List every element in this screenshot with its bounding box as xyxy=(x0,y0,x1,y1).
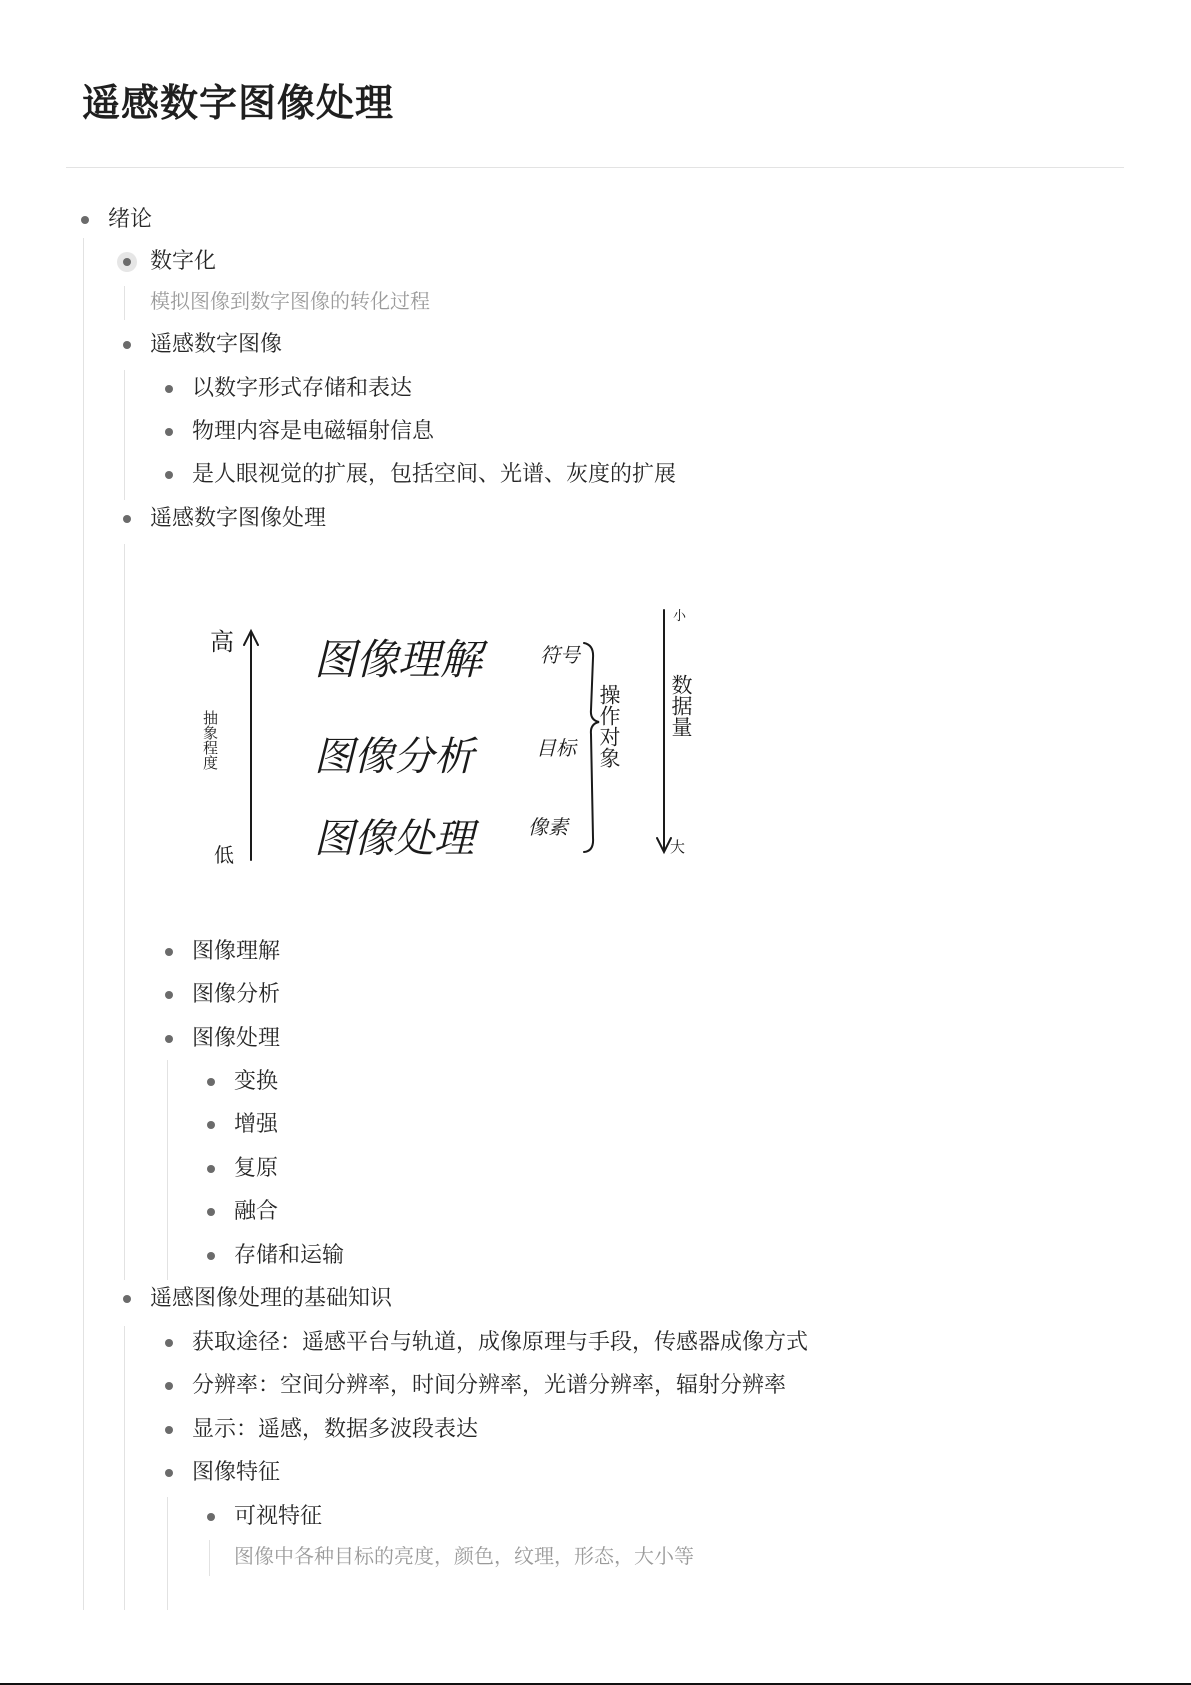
outline-item-enhance[interactable] xyxy=(234,1108,278,1142)
bullet-icon[interactable] xyxy=(207,1165,215,1173)
item-label: 存储和运输 xyxy=(234,1243,345,1268)
volume-small-label: 小 xyxy=(673,609,687,624)
object-symbol: 符号 xyxy=(540,643,580,667)
item-label: 获取途径：遥感平台与轨道，成像原理与手段，传感器成像方式 xyxy=(192,1330,809,1355)
level-analysis: 图像分析 xyxy=(314,734,474,780)
item-label: 图像处理 xyxy=(192,1026,281,1051)
bullet-icon[interactable] xyxy=(165,385,173,393)
digitization-note[interactable]: 模拟图像到数字图像的转化过程 xyxy=(150,289,430,313)
bullet-icon[interactable] xyxy=(207,1078,215,1086)
bullet-icon[interactable] xyxy=(165,1469,173,1477)
outline-item-rs-image-processing[interactable] xyxy=(150,502,326,536)
outline-item-image-features[interactable] xyxy=(192,1456,280,1490)
item-label: 分辨率：空间分辨率，时间分辨率，光谱分辨率，辐射分辨率 xyxy=(192,1373,787,1398)
bullet-icon[interactable] xyxy=(207,1252,215,1260)
outline-item-restore[interactable] xyxy=(234,1152,278,1186)
item-label: 遥感数字图像处理 xyxy=(150,506,327,531)
guide-line-level-1 xyxy=(83,238,84,1610)
bullet-icon[interactable] xyxy=(165,1382,173,1390)
outline-item-digitization[interactable] xyxy=(150,245,216,279)
bullet-icon[interactable] xyxy=(165,428,173,436)
guide-line-rs-digital-image xyxy=(124,370,125,500)
abstraction-axis-arrow xyxy=(244,631,258,860)
axis-low-label: 低 xyxy=(214,843,234,867)
item-label: 图像分析 xyxy=(192,982,281,1007)
item-label: 绪论 xyxy=(108,207,153,232)
level-processing: 图像处理 xyxy=(314,816,474,862)
visual-feature-note[interactable]: 图像中各种目标的亮度，颜色，纹理，形态，大小等 xyxy=(234,1544,694,1568)
bullet-icon[interactable] xyxy=(81,216,89,224)
bullet-icon[interactable] xyxy=(123,341,131,349)
outline-item-image-analysis[interactable] xyxy=(192,978,280,1012)
outline-item-image-processing[interactable] xyxy=(192,1022,280,1056)
guide-line-visual-feature-note xyxy=(209,1540,210,1576)
object-target: 目标 xyxy=(536,736,576,760)
guide-line-image-processing xyxy=(167,1060,168,1280)
outline-item-storage-transport[interactable] xyxy=(234,1239,344,1273)
item-label: 复原 xyxy=(234,1156,279,1181)
outline-item-resolution[interactable] xyxy=(192,1369,786,1403)
bullet-icon[interactable] xyxy=(207,1121,215,1129)
bullet-icon[interactable] xyxy=(165,471,173,479)
volume-large-label: 大 xyxy=(670,838,686,856)
bullet-icon[interactable] xyxy=(165,948,173,956)
guide-line-image-features xyxy=(167,1497,168,1610)
title-divider xyxy=(66,167,1124,168)
object-pixel: 像素 xyxy=(528,815,568,839)
item-label: 以数字形式存储和表达 xyxy=(192,376,413,401)
item-label: 物理内容是电磁辐射信息 xyxy=(192,419,435,444)
axis-high-label: 高 xyxy=(210,628,234,656)
item-label: 显示：遥感，数据多波段表达 xyxy=(192,1417,479,1442)
outline-item-visual-feature[interactable] xyxy=(234,1500,322,1534)
item-label: 是人眼视觉的扩展，包括空间、光谱、灰度的扩展 xyxy=(192,462,677,487)
level-understanding: 图像理解 xyxy=(314,635,483,684)
outline-item-physical-content[interactable] xyxy=(192,415,434,449)
item-label: 可视特征 xyxy=(234,1504,323,1529)
bullet-icon[interactable] xyxy=(165,1426,173,1434)
item-label: 遥感图像处理的基础知识 xyxy=(150,1286,393,1311)
operation-object-label: 操作对象 xyxy=(597,684,621,768)
bullet-icon[interactable] xyxy=(117,252,137,272)
bullet-icon[interactable] xyxy=(123,1295,131,1303)
bullet-icon[interactable] xyxy=(207,1208,215,1216)
bullet-icon[interactable] xyxy=(165,991,173,999)
outline-item-intro[interactable] xyxy=(108,203,152,237)
outline-item-fusion[interactable] xyxy=(234,1195,278,1229)
bullet-icon[interactable] xyxy=(165,1035,173,1043)
outline-item-basics[interactable] xyxy=(150,1282,392,1316)
item-label: 增强 xyxy=(234,1112,279,1137)
guide-line-digitization-note xyxy=(124,286,125,320)
data-volume-label: 数据量 xyxy=(669,674,693,737)
bullet-icon[interactable] xyxy=(123,515,131,523)
bullet-icon[interactable] xyxy=(207,1513,215,1521)
guide-line-rs-image-processing xyxy=(124,544,125,1280)
item-label: 图像理解 xyxy=(192,939,281,964)
handwritten-hierarchy-diagram xyxy=(196,598,716,874)
outline-item-acquisition[interactable] xyxy=(192,1326,808,1360)
item-label: 遥感数字图像 xyxy=(150,332,283,357)
item-label: 数字化 xyxy=(150,249,217,274)
item-label: 变换 xyxy=(234,1069,279,1094)
outline-item-vision-extension[interactable] xyxy=(192,458,676,492)
outline-item-digital-storage[interactable] xyxy=(192,372,412,406)
bullet-icon[interactable] xyxy=(165,1339,173,1347)
outline-item-rs-digital-image[interactable] xyxy=(150,328,282,362)
abstraction-axis-label: 抽象程度 xyxy=(201,710,219,770)
item-label: 图像特征 xyxy=(192,1460,281,1485)
guide-line-basics xyxy=(124,1326,125,1610)
page-title: 遥感数字图像处理 xyxy=(82,81,395,125)
item-label: 融合 xyxy=(234,1199,279,1224)
outline-item-transform[interactable] xyxy=(234,1065,278,1099)
outline-item-display[interactable] xyxy=(192,1413,478,1447)
outline-item-image-understanding[interactable] xyxy=(192,935,280,969)
